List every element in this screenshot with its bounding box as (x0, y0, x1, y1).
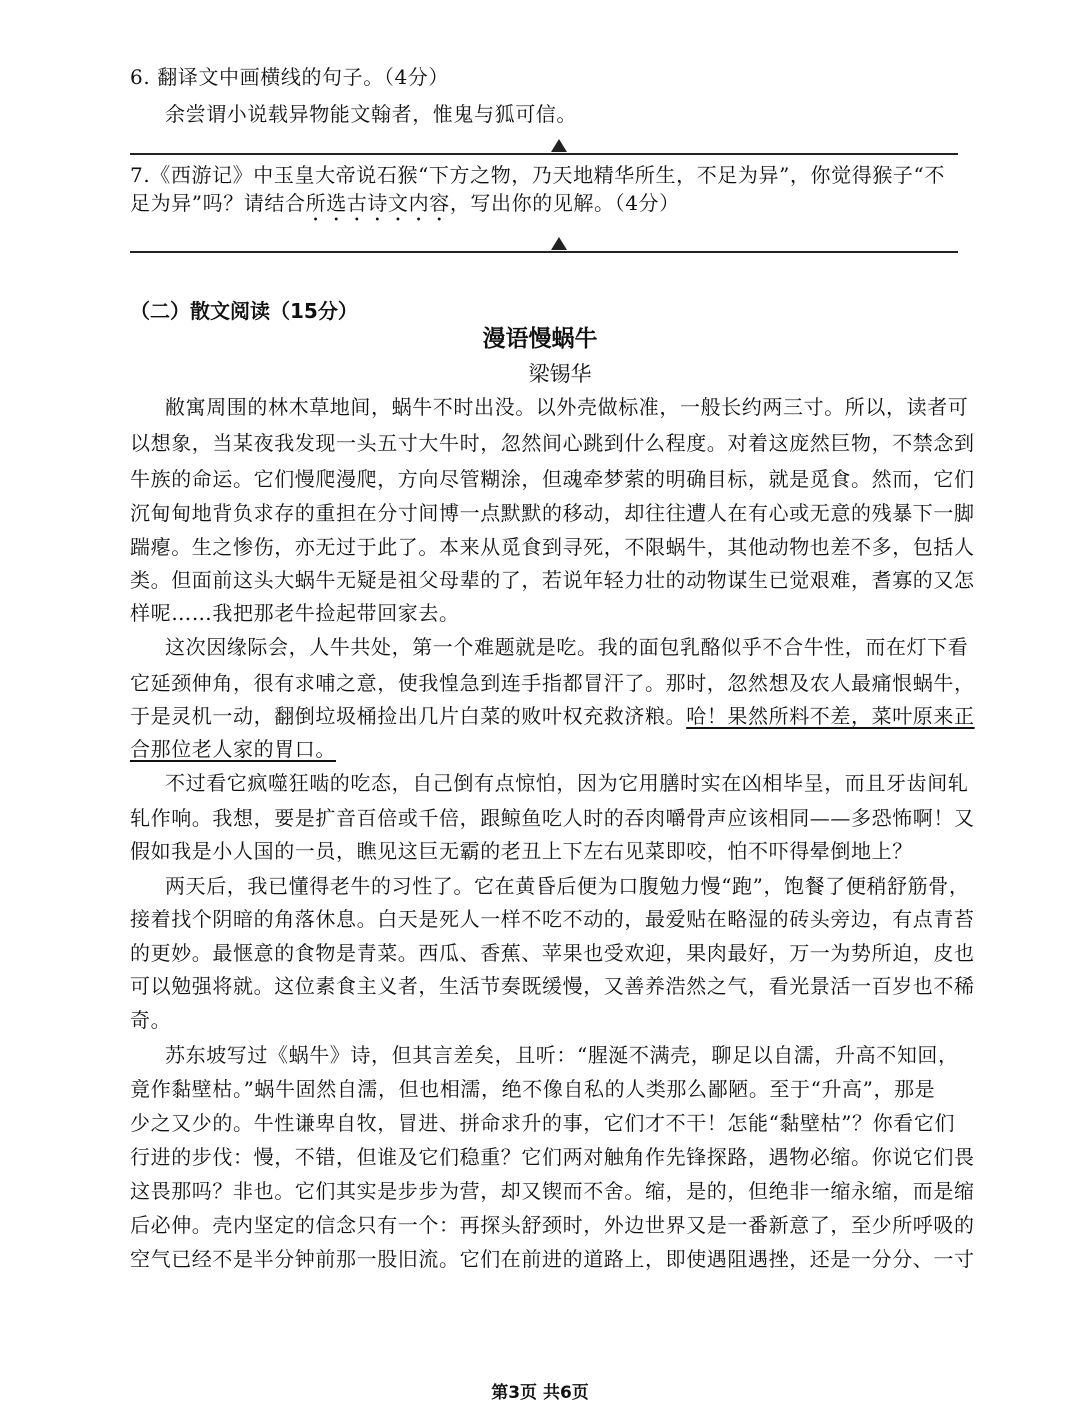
answer-marker-icon (551, 139, 567, 152)
article-line: 空气已经不是半分钟前那一股旧流。它们在前进的道路上，即使遇阻遇挫，还是一分分、一寸 (130, 1247, 975, 1271)
article-line: 样呢……我把那老牛捡起带回家去。 (130, 601, 460, 625)
article-line: 以想象，当某夜我发现一头五寸大牛时，忽然间心跳到什么程度。对着这庞然巨物，不禁念到 (130, 431, 975, 455)
question-7-text-b: ，写出你的见解。（4分） (449, 191, 680, 215)
article-line: 行进的步伐：慢，不错，但谁及它们稳重？它们两对触角作先锋探路，遇物必缩。你说它们畏 (130, 1145, 975, 1169)
question-7-line-2 (130, 190, 958, 226)
article-title: 漫语慢蜗牛 (482, 326, 598, 352)
underlined-sentence: 合那位老人家的胃口。 (130, 737, 336, 761)
article-line: 轧作响。我想，要是扩音百倍或千倍，跟鲸鱼吃人时的吞肉嚼骨声应该相同——多恐怖啊！又 (130, 806, 975, 830)
article-line: 这次因缘际会，人牛共处，第一个难题就是吃。我的面包乳酪似乎不合牛性，而在灯下看 (165, 635, 969, 659)
article-line: 苏东坡写过《蜗牛》诗，但其言差矣，且听：“腥涎不满壳，聊足以自濡，升高不知回， (165, 1043, 959, 1067)
article-line (130, 703, 975, 729)
article-line: 接着找个阴暗的角落休息。白天是死人一样不吃不动的，最爱贴在略湿的砖头旁边，有点青苔 (130, 907, 975, 931)
article-line: 类。但面前这头大蜗牛无疑是祖父母辈的了，若说年轻力壮的动物谋生已觉艰难，耆寡的又怎 (130, 568, 975, 592)
question-7-emphasis: 所选古诗文内容 (305, 191, 450, 215)
article-line: 不过看它疯噬狂啮的吃态，自己倒有点惊怕，因为它用膳时实在凶相毕呈，而且牙齿间轧 (165, 771, 969, 795)
article-line: 奇。 (130, 1008, 172, 1032)
answer-marker-icon (551, 237, 567, 250)
article-line: 这畏那吗？非也。它们其实是步步为营，却又锲而不舍。缩，是的，但绝非一缩永缩，而是缩 (130, 1179, 975, 1203)
article-line: 沉甸甸地背负求存的重担在分寸间博一点默默的移动，却往往遭人在有心或无意的残暴下一脚 (130, 501, 975, 525)
underlined-sentence: 哈！果然所料不差，菜叶原来正 (686, 704, 975, 728)
article-line: 少之又少的。牛性谦卑自牧，冒进、拼命求升的事，它们才不干！怎能“黏壁枯”？你看它们 (130, 1111, 956, 1135)
article-line: 可以勉强将就。这位素食主义者，生活节奏既缓慢，又善养浩然之气，看光景活一百岁也不稀 (130, 974, 975, 998)
article-line: 两天后，我已懂得老牛的习性了。它在黄昏后便为口腹勉力慢“跑”，饱餐了便稍舒筋骨， (165, 874, 970, 898)
article-line: 踹瘪。生之惨伤，亦无过于此了。本来从觅食到寻死，不限蜗牛，其他动物也差不多，包括人 (130, 535, 975, 559)
article-line: 的更妙。最惬意的食物是青菜。西瓜、香蕉、苹果也受欢迎，果肉最好，万一为势所迫，皮也 (130, 941, 975, 965)
section-title: （二）散文阅读（15分） (130, 299, 358, 323)
question-7-line-1: 7.《西游记》中玉皇大帝说石猴“下方之物，乃天地精华所生，不足为异”，你觉得猴子“不 (130, 163, 945, 187)
question-6-prompt: 6. 翻译文中画横线的句子。（4分） (130, 65, 449, 89)
article-line: 它延颈伸角，很有求哺之意，使我惶急到连手指都冒汗了。那时，忽然想及农人最痛恨蜗牛， (130, 671, 975, 695)
article-line: 敝寓周围的林木草地间，蜗牛不时出没。以外壳做标准，一般长约两三寸。所以，读者可 (165, 395, 969, 419)
question-6-sentence: 余尝谓小说载异物能文翰者，惟鬼与狐可信。 (165, 102, 577, 126)
answer-line (130, 251, 958, 253)
page-number: 第3页 共6页 (491, 1383, 589, 1403)
article-text: 于是灵机一动，翻倒垃圾桶捡出几片白菜的败叶权充救济粮。 (130, 704, 687, 728)
article-author: 梁锡华 (528, 362, 592, 386)
article-line: 竟作黏壁枯。”蜗牛固然自濡，但也相濡，绝不像自私的人类那么鄙陋。至于“升高”，那是 (130, 1077, 936, 1101)
question-7-text-a: 足为异”吗？请结合 (130, 191, 306, 215)
article-line: 牛族的命运。它们慢爬漫爬，方向尽管糊涂，但魂牵梦萦的明确目标，就是觅食。然而，它们 (130, 467, 975, 491)
article-line: 后必伸。壳内坚定的信念只有一个：再探头舒颈时，外边世界又是一番新意了，至少所呼吸的 (130, 1213, 975, 1237)
answer-line (130, 153, 958, 155)
article-line: 假如我是小人国的一员，瞧见这巨无霸的老丑上下左右见菜即咬，怕不吓得晕倒地上？ (130, 839, 913, 863)
article-line (130, 736, 958, 762)
